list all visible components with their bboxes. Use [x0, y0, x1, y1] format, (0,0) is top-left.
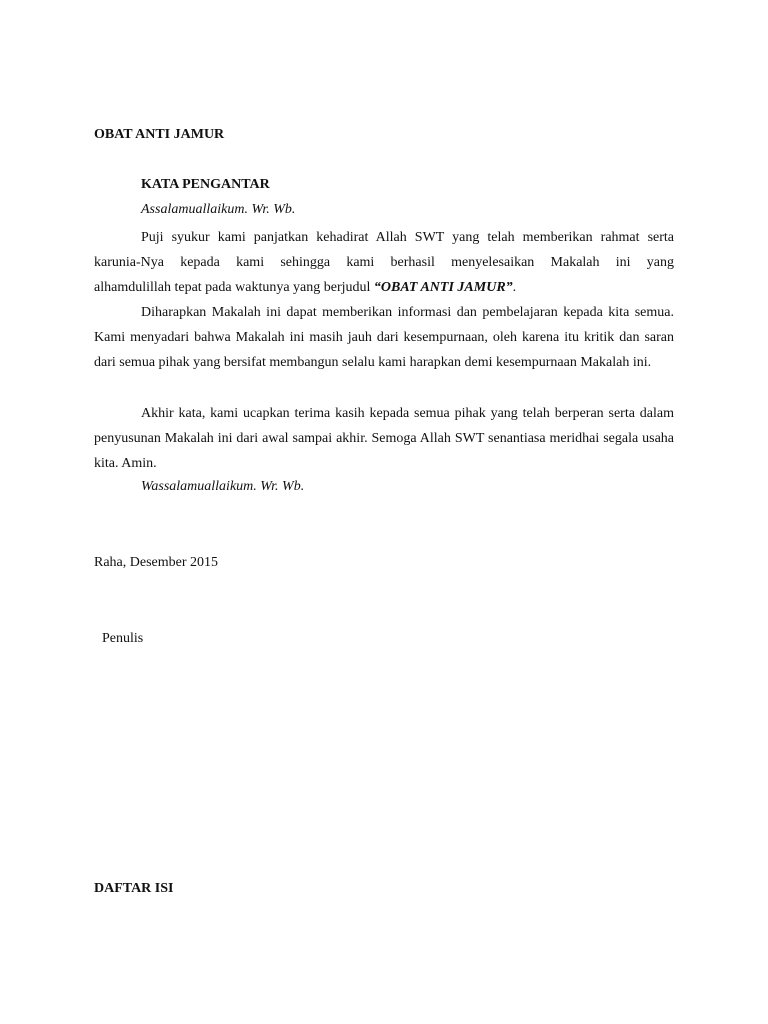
greeting-close: Wassalamuallaikum. Wr. Wb. [141, 479, 305, 494]
paragraph-1-line-1: Puji syukur kami panjatkan kehadirat Allah SWT yang telah memberikan rahmat serta [141, 230, 674, 245]
paragraph-1-period: . [512, 280, 517, 295]
paragraph-1-text: alhamdulillah tepat pada waktunya yang berjudul [94, 280, 374, 295]
paragraph-1-line-3 [94, 275, 674, 300]
paragraph-1-line-2: karunia-Nya kepada kami sehingga kami berhasil menyelesaikan Makalah ini yang [94, 255, 674, 270]
toc-heading: DAFTAR ISI [94, 881, 174, 896]
preface-heading: KATA PENGANTAR [141, 177, 270, 192]
author-label: Penulis [102, 631, 144, 646]
place-date: Raha, Desember 2015 [94, 555, 219, 570]
document-title: OBAT ANTI JAMUR [94, 127, 225, 142]
paragraph-2: Diharapkan Makalah ini dapat memberikan informasi dan pembelajaran kepada kita semua. Kami menyadari bahwa Makalah ini masih jauh dari kesempurnaan, oleh karena itu kritik dan saran dari semua pihak yang bersifat membangun selalu kami harapkan demi kesempurnaan Makalah ini. [94, 305, 674, 370]
paragraph-3: Akhir kata, kami ucapkan terima kasih kepada semua pihak yang telah berperan serta dalam penyusunan Makalah ini dari awal sampai akhir. Semoga Allah SWT senantiasa meridhai segala usaha kita. Amin. [94, 406, 674, 471]
paragraph-1-title-quote: “OBAT ANTI JAMUR” [373, 280, 513, 295]
greeting-open: Assalamuallaikum. Wr. Wb. [141, 202, 296, 217]
